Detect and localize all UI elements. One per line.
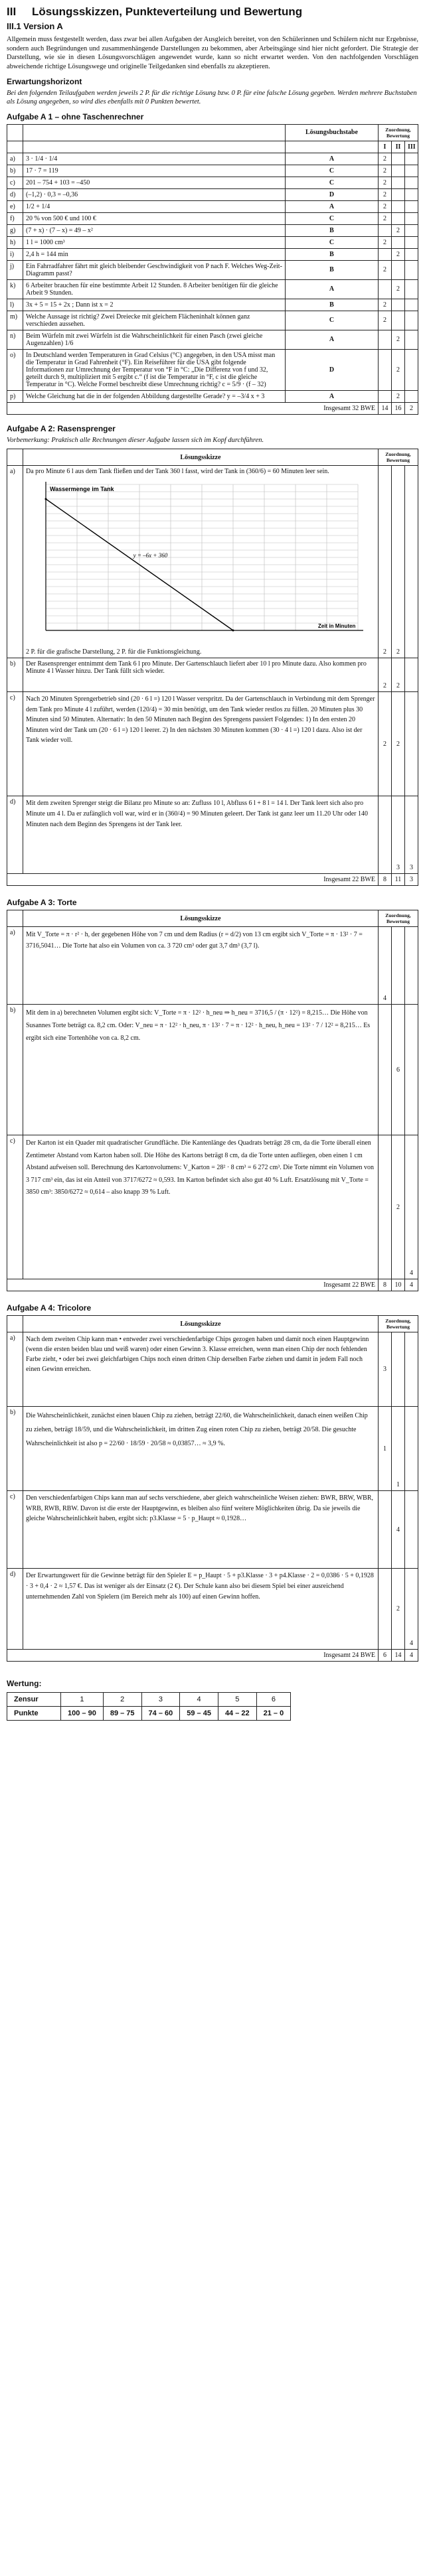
a1-row-label: a) bbox=[7, 153, 23, 165]
a1-row-p3 bbox=[404, 153, 418, 165]
wertung-heading: Wertung: bbox=[7, 1679, 42, 1689]
a1-row-label: k) bbox=[7, 279, 23, 299]
a1-row-p2 bbox=[391, 200, 404, 212]
a2-note: Vorbemerkung: Praktisch alle Rechnungen dieser Aufgabe lassen sich im Kopf durchführen. bbox=[7, 436, 264, 444]
a1-row-answer: C bbox=[285, 165, 378, 177]
a2-total-1: 8 bbox=[378, 874, 391, 886]
a4-row-b: Die Wahrscheinlichkeit, zunächst einen blauen Chip zu ziehen, beträgt 22/60, die Wahrscheinlichkeit, danach einen weißen Chip zu ziehen, beträgt 18/59, und die Wahrscheinlichkeit, im dritten Zug einen roten Chip zu ziehen, beträgt 20/58. Die gesuchte Wahrscheinlichkeit ist also p = 22/60 · 18/59 · 20/58 ≈ 0,03857… ≈ 3,9 %. bbox=[23, 1407, 379, 1491]
a1-total-3: 2 bbox=[404, 402, 418, 414]
a1-row-p2 bbox=[391, 153, 404, 165]
a4-c-p1 bbox=[378, 1491, 391, 1569]
a1-row-label: o) bbox=[7, 349, 23, 390]
grade-cell: 6 bbox=[256, 1693, 291, 1707]
a1-row-p2 bbox=[391, 177, 404, 188]
a3-row-a: Mit V_Torte = π · r² · h, der gegebenen Höhe von 7 cm und dem Radius (r = d/2) von 13 cm ergibt sich V_Torte = π · 13² · 7 = 3716,5041… Die Torte hat also ein Volumen von ca. 3 720 cm³ oder gut 3,7 dm³ (3,7 l). bbox=[23, 927, 379, 1005]
a4-col-main: Lösungsskizze bbox=[23, 1316, 379, 1332]
roman-3: III bbox=[404, 141, 418, 153]
a1-row-p3 bbox=[404, 279, 418, 299]
a1-row-answer: B bbox=[285, 260, 378, 279]
a4-b-p3 bbox=[404, 1407, 418, 1491]
page bbox=[7, 5, 418, 1721]
a2-col-main: Lösungsskizze bbox=[23, 449, 379, 466]
a3-col-zh: Zuordnung, Bewertung bbox=[378, 910, 418, 927]
a3-total-2: 10 bbox=[391, 1279, 404, 1291]
points-cell: 89 – 75 bbox=[103, 1707, 141, 1721]
roman-2: II bbox=[391, 141, 404, 153]
a1-total-label: Insgesamt 32 BWE bbox=[7, 402, 379, 414]
a1-heading: Aufgabe A 1 – ohne Taschenrechner bbox=[7, 111, 144, 121]
a1-row-answer: B bbox=[285, 248, 378, 260]
version-heading: III.1 Version A bbox=[7, 21, 63, 31]
chart-title: Wassermenge im Tank bbox=[50, 486, 114, 493]
a1-row-task: (7 + x) · (7 – x) = 49 – x² bbox=[23, 224, 286, 236]
a1-col-ans: Lösungsbuchstabe bbox=[285, 124, 378, 141]
a1-row-p3 bbox=[404, 200, 418, 212]
a1-row-task: 17 · 7 = 119 bbox=[23, 165, 286, 177]
a1-row bbox=[7, 299, 418, 311]
a1-row-p1: 2 bbox=[378, 299, 391, 311]
a2-heading: Aufgabe A 2: Rasensprenger bbox=[7, 423, 116, 433]
a4-d-p3: 4 bbox=[404, 1569, 418, 1650]
a1-row-p3 bbox=[404, 248, 418, 260]
a1-row-label: f) bbox=[7, 212, 23, 224]
a1-row-p2 bbox=[391, 260, 404, 279]
a1-row-p3 bbox=[404, 177, 418, 188]
a1-row-p1 bbox=[378, 279, 391, 299]
a1-row-p2 bbox=[391, 311, 404, 330]
wertung-points-label: Punkte bbox=[7, 1707, 61, 1721]
a4-c-p2: 4 bbox=[391, 1491, 404, 1569]
a4-heading: Aufgabe A 4: Tricolore bbox=[7, 1303, 92, 1313]
a3-col-main: Lösungsskizze bbox=[23, 910, 379, 927]
a2-c-p1: 2 bbox=[378, 692, 391, 796]
a1-row-answer: C bbox=[285, 212, 378, 224]
a1-row-answer: B bbox=[285, 224, 378, 236]
a1-row-label: e) bbox=[7, 200, 23, 212]
a1-row bbox=[7, 188, 418, 200]
a3-c-p1 bbox=[378, 1135, 391, 1279]
a1-row bbox=[7, 236, 418, 248]
a3-total-label: Insgesamt 22 BWE bbox=[7, 1279, 379, 1291]
a1-row-answer: B bbox=[285, 299, 378, 311]
a2-table bbox=[7, 449, 418, 886]
a1-row bbox=[7, 177, 418, 188]
a1-row-label: l) bbox=[7, 299, 23, 311]
a1-row-p1 bbox=[378, 390, 391, 402]
a2-label-c: c) bbox=[7, 692, 23, 796]
a4-row-d: Der Erwartungswert für die Gewinne beträgt für den Spieler E = p_Haupt · 5 + p3.Klasse · 3 + p4.Klasse · 2 = 0,0386 · 5 + 0,1928 · 3 + 0,4 · 2 ≈ 1,57 €. Das ist weniger als der Einsatz (2 €). Der Schule kann also bei diesem Spiel bei einer ausreichend unternehmenden Zahl von Spielern (im Bereich mehr als 100) auf einen Gewinn hoffen. bbox=[23, 1569, 379, 1650]
a1-row-p1: 2 bbox=[378, 188, 391, 200]
a2-c-p2: 2 bbox=[391, 692, 404, 796]
a2-total-2: 11 bbox=[391, 874, 404, 886]
a3-table bbox=[7, 910, 418, 1291]
data-point bbox=[45, 498, 47, 500]
a1-col-task bbox=[23, 124, 286, 141]
a3-a-p3 bbox=[404, 927, 418, 1005]
a1-row-p2: 2 bbox=[391, 390, 404, 402]
a4-total-label: Insgesamt 24 BWE bbox=[7, 1650, 379, 1662]
a3-a-p2 bbox=[391, 927, 404, 1005]
roman-1: I bbox=[378, 141, 391, 153]
a2-row-d: Mit dem zweiten Sprenger steigt die Bilanz pro Minute so an: Zufluss 10 l, Abfluss 6 l + 8 l = 14 l. Der Tank leert sich also pro Minute um 4 l. Da er zufänglich voll war, wird er in (360/4) = 90 Minuten geleert. Der Tank ist ganz leer um 11.20 Uhr oder 140 Minuten nach dem Beginn des Sprengens ist der Tank leer. bbox=[23, 796, 379, 874]
a1-row-p2 bbox=[391, 299, 404, 311]
a1-row bbox=[7, 260, 418, 279]
a1-total-2: 16 bbox=[391, 402, 404, 414]
a3-b-p2: 6 bbox=[391, 1005, 404, 1135]
a1-row-p1 bbox=[378, 349, 391, 390]
points-cell: 59 – 45 bbox=[180, 1707, 218, 1721]
a4-b-p1: 1 bbox=[378, 1407, 391, 1491]
a1-row-answer: D bbox=[285, 349, 378, 390]
a1-row-p1 bbox=[378, 224, 391, 236]
a1-row-task: Ein Fahrradfahrer fährt mit gleich bleibender Geschwindigkeit von P nach F. Welches Weg-Zeit-Diagramm passt? bbox=[23, 260, 286, 279]
a1-total-1: 14 bbox=[378, 402, 391, 414]
a4-row-a: Nach dem zweiten Chip kann man • entweder zwei verschiedenfarbige Chips gezogen haben und damit noch einen Hauptgewinn (wenn die ersten beiden blau und weiß waren) oder einen Gewinn 3. Klasse erreichen, wenn man einen Chip der noch fehlenden Farbe zieht, • oder bei zwei gleichfarbigen Chips noch einen dritten Chip derselben Farbe ziehen und damit in jedem Fall noch einen Gewinn erreichen. bbox=[23, 1332, 379, 1407]
a3-label-b: b) bbox=[7, 1005, 23, 1135]
grade-cell: 5 bbox=[218, 1693, 256, 1707]
grade-cell: 3 bbox=[141, 1693, 180, 1707]
a4-label-b: b) bbox=[7, 1407, 23, 1491]
a1-row-p3 bbox=[404, 390, 418, 402]
a1-row-label: b) bbox=[7, 165, 23, 177]
a1-row-p2: 2 bbox=[391, 248, 404, 260]
a3-row-b: Mit dem in a) berechneten Volumen ergibt sich: V_Torte = π · 12² · h_neu ⇒ h_neu = 3716,5 / (π · 12²) = 8,215… Die Höhe von Susannes Torte beträgt ca. 8,2 cm. Oder: V_neu = π · 12² · h_neu, π · 13² · 7 = π · 12² · h_neu, h_neu = 13² · 7 / 12² = 8,215… Es ergibt sich eine Tortenhöhe von ca. 8,2 cm. bbox=[23, 1005, 379, 1135]
a1-row-task: 2,4 h = 144 min bbox=[23, 248, 286, 260]
a1-row-label: h) bbox=[7, 236, 23, 248]
a2-row-a-text: Da pro Minute 6 l aus dem Tank fließen und der Tank 360 l fasst, wird der Tank in (360/6) = 60 Minuten leer sein. bbox=[26, 468, 329, 476]
a4-d-p1 bbox=[378, 1569, 391, 1650]
a4-a-p1: 3 bbox=[378, 1332, 391, 1407]
points-cell: 100 – 90 bbox=[61, 1707, 104, 1721]
a1-row-p3 bbox=[404, 299, 418, 311]
a1-row-task: Beim Würfeln mit zwei Würfeln ist die Wahrscheinlichkeit für einen Pasch (zwei gleiche Augenzahlen) 1/6 bbox=[23, 330, 286, 349]
a4-total-2: 14 bbox=[391, 1650, 404, 1662]
a1-col-zh: Zuordnung, Bewertung bbox=[378, 124, 418, 141]
a2-b-p3 bbox=[404, 658, 418, 692]
a2-a-p3 bbox=[404, 466, 418, 658]
a4-c-p3 bbox=[404, 1491, 418, 1569]
a1-row-p2 bbox=[391, 188, 404, 200]
a1-row-p2: 2 bbox=[391, 279, 404, 299]
a2-chart bbox=[26, 478, 375, 646]
a2-row-c: Nach 20 Minuten Sprengerbetrieb sind (20 · 6 l =) 120 l Wasser verspritzt. Da der Gartenschlauch in Verbindung mit dem Sprenger dem Tank pro Minute 4 l zuführt, werden (120/4) = 30 min benötigt, um den Tank wieder restlos zu füllen. 20 Minuten plus 30 Minuten sind 50 Minuten. Alternativ: In den 50 Minuten nach Beginn des Sprengens passiert Folgendes: 1) In den ersten 20 Minuten wird der Tank um (20 · 6 l =) 120 l leerer. 2) In den nächsten 30 Minuten kommen (30 · 4 l =) 120 l dazu. Also ist der Tank wieder voll. bbox=[23, 692, 379, 796]
a1-row-label: n) bbox=[7, 330, 23, 349]
a1-row-p1: 2 bbox=[378, 165, 391, 177]
a1-row-p3 bbox=[404, 330, 418, 349]
a4-table bbox=[7, 1315, 418, 1662]
a2-label-d: d) bbox=[7, 796, 23, 874]
a1-row-p2 bbox=[391, 236, 404, 248]
a1-row-answer: A bbox=[285, 279, 378, 299]
intro-paragraph: Allgemein muss festgestellt werden, dass zwar bei allen Aufgaben der Ausgleich bereitet, von den Schülerinnen und Schülern nicht nur Ergebnisse, sondern auch Begründungen und zusammenhängende Darstellungen zu bekommen, aber Arbeitsgänge sind hier nicht gefordert. Die Strategie der Darstellung, wie sie in diesen Lösungsvorschlägen angewendet wurde, kann so nicht erwartet werden. Von den nachfolgenden Vorschlägen abweichende richtige Lösungswege und originelle Teilgedanken sind ebenfalls zu akzeptieren. bbox=[7, 36, 418, 70]
a4-total-1: 6 bbox=[378, 1650, 391, 1662]
a2-total-label: Insgesamt 22 BWE bbox=[7, 874, 379, 886]
a3-label-a: a) bbox=[7, 927, 23, 1005]
a1-row-p3 bbox=[404, 212, 418, 224]
grade-cell: 1 bbox=[61, 1693, 104, 1707]
a1-row-answer: A bbox=[285, 200, 378, 212]
a1-row-answer: C bbox=[285, 177, 378, 188]
a1-row bbox=[7, 330, 418, 349]
a4-total-3: 4 bbox=[404, 1650, 418, 1662]
a1-row bbox=[7, 200, 418, 212]
a1-row bbox=[7, 311, 418, 330]
a1-row-p2: 2 bbox=[391, 349, 404, 390]
a1-row-p1: 2 bbox=[378, 200, 391, 212]
erwartung-note: Bei den folgenden Teilaufgaben werden jeweils 2 P. für die richtige Lösung bzw. 0 P. für eine falsche Lösung gegeben. Werden mehrere Buchstaben als Lösung angegeben, so wird dies ebenfalls mit 0 Punkten bewertet. bbox=[7, 89, 417, 106]
a4-a-p2 bbox=[391, 1332, 404, 1407]
a1-row-label: g) bbox=[7, 224, 23, 236]
a1-row-p1: 2 bbox=[378, 212, 391, 224]
a3-heading: Aufgabe A 3: Torte bbox=[7, 898, 77, 908]
a3-b-p3 bbox=[404, 1005, 418, 1135]
a1-row-p3 bbox=[404, 260, 418, 279]
chapter-heading bbox=[7, 5, 418, 19]
a2-total-3: 3 bbox=[404, 874, 418, 886]
a1-row-task: 3 · 1/4 · 1/4 bbox=[23, 153, 286, 165]
a1-row bbox=[7, 224, 418, 236]
a2-c-p3 bbox=[404, 692, 418, 796]
a4-col-zh: Zuordnung, Bewertung bbox=[378, 1316, 418, 1332]
a1-table bbox=[7, 124, 418, 415]
a1-row-p3 bbox=[404, 188, 418, 200]
a1-row-task: (–1,2) · 0,3 = –0,36 bbox=[23, 188, 286, 200]
a1-row-p3 bbox=[404, 236, 418, 248]
a1-row-task: 6 Arbeiter brauchen für eine bestimmte Arbeit 12 Stunden. 8 Arbeiter benötigen für die gleiche Arbeit 9 Stunden. bbox=[23, 279, 286, 299]
a1-row bbox=[7, 279, 418, 299]
a2-label-b: b) bbox=[7, 658, 23, 692]
points-cell: 74 – 60 bbox=[141, 1707, 180, 1721]
a1-row-answer: D bbox=[285, 188, 378, 200]
line-equation-annotation: y = –6x + 360 bbox=[133, 552, 168, 559]
a3-c-p2: 2 bbox=[391, 1135, 404, 1279]
a1-row-task: Welche Gleichung hat die in der folgenden Abbildung dargestellte Gerade? y = –3/4 x + 3 bbox=[23, 390, 286, 402]
a1-row-task: 3x + 5 = 15 + 2x ; Dann ist x = 2 bbox=[23, 299, 286, 311]
a1-row bbox=[7, 349, 418, 390]
a1-row-p2: 2 bbox=[391, 330, 404, 349]
chapter-number: III bbox=[7, 5, 17, 18]
a2-d-p1 bbox=[378, 796, 391, 874]
a1-row-p1: 2 bbox=[378, 236, 391, 248]
data-point bbox=[232, 630, 234, 632]
a3-label-c: c) bbox=[7, 1135, 23, 1279]
a2-a-p2: 2 bbox=[391, 466, 404, 658]
a1-row-p1 bbox=[378, 330, 391, 349]
a2-d-p2: 3 bbox=[391, 796, 404, 874]
a1-row-answer: C bbox=[285, 311, 378, 330]
a3-b-p1 bbox=[378, 1005, 391, 1135]
a1-row-task: 201 – 754 + 103 = –450 bbox=[23, 177, 286, 188]
x-axis-label: Zeit in Minuten bbox=[318, 623, 356, 630]
a1-row-label: p) bbox=[7, 390, 23, 402]
grade-cell: 2 bbox=[103, 1693, 141, 1707]
a1-row-p1: 2 bbox=[378, 153, 391, 165]
a1-row-p2 bbox=[391, 212, 404, 224]
a2-b-p1: 2 bbox=[378, 658, 391, 692]
a1-row-task: In Deutschland werden Temperaturen in Grad Celsius (°C) angegeben, in den USA misst man die Temperatur in Grad Fahrenheit (°F). Ein Reiseführer für die USA gibt folgende Informationen zur Umrechnung der Temperatur von °F in °C: „Die Differenz von f und 32, geteilt durch 9, multipliziert mit 5 ergibt c.“ (f ist die Temperatur in °F, c ist die gleiche Temperatur in °C). Welche Formel beschreibt diese Umrechnung richtig? c = 5/9 · (f – 32) bbox=[23, 349, 286, 390]
a1-row-label: m) bbox=[7, 311, 23, 330]
a1-row-label: j) bbox=[7, 260, 23, 279]
erwartung-heading: Erwartungshorizont bbox=[7, 76, 82, 86]
a2-b-p2: 2 bbox=[391, 658, 404, 692]
wertung-table bbox=[7, 1692, 291, 1721]
wertung-grade-label: Zensur bbox=[7, 1693, 61, 1707]
points-cell: 21 – 0 bbox=[256, 1707, 291, 1721]
chapter-title: Lösungsskizzen, Punkteverteilung und Bewertung bbox=[32, 5, 303, 18]
a1-row-p3 bbox=[404, 349, 418, 390]
a4-row-c: Den verschiedenfarbigen Chips kann man auf sechs verschiedene, aber gleich wahrscheinliche Weisen ziehen: BWR, BRW, WBR, WRB, RWB, RBW. Davon ist die erste der Hauptgewinn, es bleiben also fünf weitere Möglichkeiten übrig. Da sie jeweils die gleiche Wahrscheinlichkeit haben, ergibt sich: p3.Klasse = 5 · p_Haupt ≈ 0,1928… bbox=[23, 1491, 379, 1569]
points-cell: 44 – 22 bbox=[218, 1707, 256, 1721]
a3-total-3: 4 bbox=[404, 1279, 418, 1291]
a1-row-p1: 2 bbox=[378, 311, 391, 330]
a1-row-p1 bbox=[378, 248, 391, 260]
a4-label-d: d) bbox=[7, 1569, 23, 1650]
a1-row-task: 1/2 + 1/4 bbox=[23, 200, 286, 212]
a2-d-p3: 3 bbox=[404, 796, 418, 874]
a1-row-task: 1 l = 1000 cm³ bbox=[23, 236, 286, 248]
a1-row-p1: 2 bbox=[378, 260, 391, 279]
a1-corner bbox=[7, 124, 23, 141]
a2-row-a-points-note: 2 P. für die grafische Darstellung, 2 P. für die Funktionsgleichung. bbox=[26, 648, 202, 656]
a1-row-label: d) bbox=[7, 188, 23, 200]
a1-row-label: c) bbox=[7, 177, 23, 188]
a1-row-task: Welche Aussage ist richtig? Zwei Dreiecke mit gleichem Flächeninhalt können ganz verschieden aussehen. bbox=[23, 311, 286, 330]
a1-row bbox=[7, 390, 418, 402]
a1-row-task: 20 % von 500 € und 100 € bbox=[23, 212, 286, 224]
a3-c-p3: 4 bbox=[404, 1135, 418, 1279]
a4-d-p2: 2 bbox=[391, 1569, 404, 1650]
a3-row-c: Der Karton ist ein Quader mit quadratischer Grundfläche. Die Kantenlänge des Quadrats beträgt 28 cm, da die Torte überall einen Zentimeter Abstand vom Karton haben soll. Die Höhe des Kartons beträgt 8 cm, da die Torte unten aufliegen, oben einen 1 cm Abstand aufweisen soll. Berechnung des Kartonvolumens: V_Karton = 28² · 8 cm³ = 6 272 cm³. Die Torte nimmt ein Volumen von 3 717 cm³ ein, das ist ein Anteil von 3717/6272 ≈ 0,593. Im Karton befindet sich also gut 40 % Luft. Ersatzlösung mit V_Torte = 3850 cm³: 3850/6272 ≈ 0,614 – also knapp 39 % Luft. bbox=[23, 1135, 379, 1279]
a1-row-answer: A bbox=[285, 390, 378, 402]
a4-b-p2: 1 bbox=[391, 1407, 404, 1491]
a2-label-a: a) bbox=[7, 466, 23, 658]
a1-row-p3 bbox=[404, 224, 418, 236]
a1-row bbox=[7, 153, 418, 165]
a1-row-p2 bbox=[391, 165, 404, 177]
a1-row-label: i) bbox=[7, 248, 23, 260]
a2-row-b: Der Rasensprenger entnimmt dem Tank 6 l pro Minute. Der Gartenschlauch liefert aber 10 l pro Minute dazu. Also kommen pro Minute 4 l Wasser hinzu. Der Tank füllt sich wieder. bbox=[23, 658, 379, 692]
a2-row-a bbox=[23, 466, 379, 658]
a1-row-p3 bbox=[404, 165, 418, 177]
a1-row-p2: 2 bbox=[391, 224, 404, 236]
a1-row bbox=[7, 212, 418, 224]
a1-row-p1: 2 bbox=[378, 177, 391, 188]
a4-label-a: a) bbox=[7, 1332, 23, 1407]
a1-row-answer: C bbox=[285, 236, 378, 248]
a1-row bbox=[7, 248, 418, 260]
a4-a-p3 bbox=[404, 1332, 418, 1407]
a2-a-p1: 2 bbox=[378, 466, 391, 658]
a1-row-answer: A bbox=[285, 153, 378, 165]
a2-col-zh: Zuordnung, Bewertung bbox=[378, 449, 418, 466]
a1-row bbox=[7, 165, 418, 177]
grade-cell: 4 bbox=[180, 1693, 218, 1707]
a1-row-p3 bbox=[404, 311, 418, 330]
tank-chart bbox=[26, 478, 384, 644]
a3-total-1: 8 bbox=[378, 1279, 391, 1291]
a1-row-answer: A bbox=[285, 330, 378, 349]
a3-a-p1: 4 bbox=[378, 927, 391, 1005]
a4-label-c: c) bbox=[7, 1491, 23, 1569]
